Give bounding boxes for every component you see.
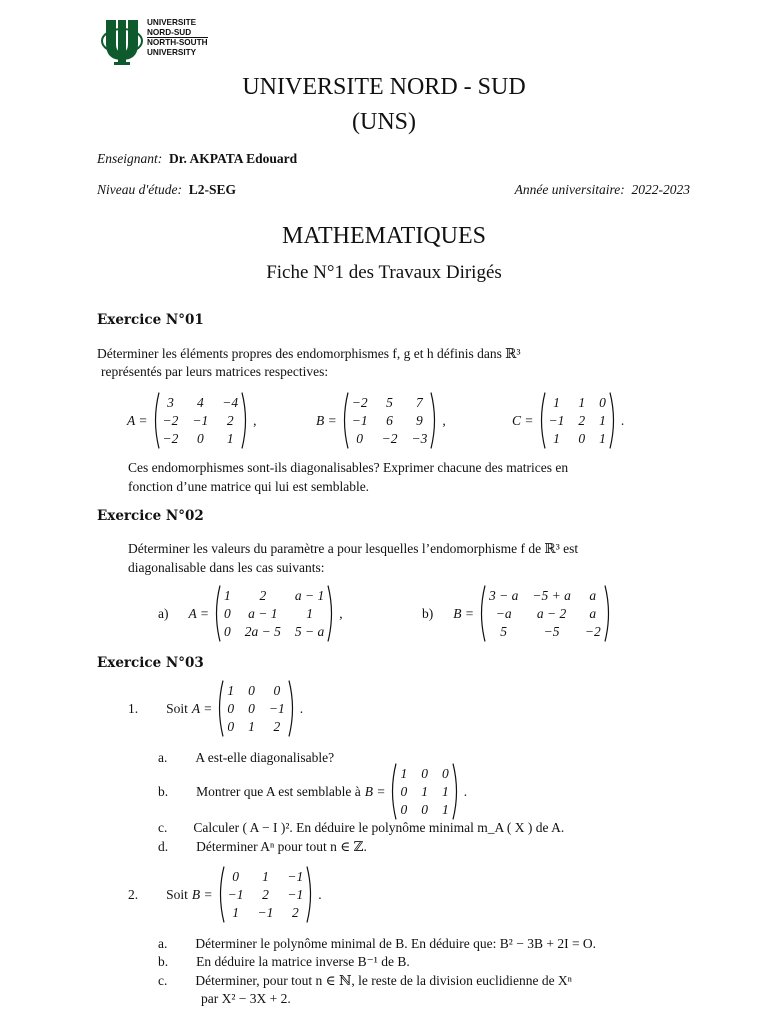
ex2-case-b: b) B = 3 − a −5 + a a −a a − 2 a 5 −5 −2 (422, 585, 616, 642)
ex3-2b: b. En déduire la matrice inverse B⁻¹ de B. (158, 954, 410, 969)
ex3-2c: c. Déterminer, pour tout n ∈ ℕ, le reste de la division euclidienne de Xⁿ (158, 973, 572, 988)
matrix-entry: 2 (291, 905, 299, 920)
right-paren (306, 866, 315, 923)
logo-line-2: NORD-SUD (147, 28, 208, 39)
ex2-case-a: a) A = 1 2 a − 1 0 a − 1 1 0 2a − 5 5 − a , (158, 585, 343, 642)
matrix-entry: 9 (416, 413, 423, 428)
matrix-entry: 3 − a (488, 588, 519, 603)
level-label: Niveau d'étude (97, 182, 178, 197)
matrix-entry: 4 (196, 395, 204, 410)
matrix-entry: 5 (386, 395, 393, 410)
matrix-entry: 2a − 5 (244, 624, 281, 639)
matrix-entry: −5 (543, 624, 560, 639)
matrix-entry: 1 (224, 588, 231, 603)
matrix-entry: 0 (421, 802, 428, 817)
sheet-title: Fiche N°1 des Travaux Dirigés (266, 262, 502, 283)
left-paren (215, 680, 224, 737)
matrix-entry: −1 (287, 887, 304, 902)
ex3-2a: a. Déterminer le polynôme minimal de B. En déduire que: B² − 3B + 2I = O. (158, 936, 597, 951)
right-paren (430, 392, 439, 449)
logo-line-3: NORTH-SOUTH (147, 38, 208, 48)
matrix-entry: 0 (273, 683, 281, 698)
subject-title: MATHEMATIQUES (282, 223, 486, 249)
matrix-entry: 0 (599, 395, 606, 410)
matrix-entry: −a (495, 606, 512, 621)
matrix-entry: −2 (584, 624, 601, 639)
ex3-1d: d. Déterminer Aⁿ pour tout n ∈ ℤ. (158, 839, 367, 854)
right-paren (452, 763, 461, 820)
matrix-entry: −1 (227, 887, 244, 902)
matrix-entry: 0 (421, 766, 428, 781)
matrix-entry: −5 + a (532, 588, 571, 603)
ex3-2c-cont: par X² − 3X + 2. (201, 991, 291, 1006)
matrix-entry: 0 (400, 802, 408, 817)
exercise-1-heading: Exercice N°01 (97, 312, 204, 328)
left-paren (537, 392, 546, 449)
case-b-label: b) (422, 605, 434, 621)
level-line: Niveau d'étude: L2-SEG (97, 182, 237, 197)
ex1-matrix-B: B = −2 5 7 −1 6 9 0 −2 −3 , (316, 392, 446, 449)
matrix-entry: −2 (162, 431, 179, 446)
matrix-entry: 5 (500, 624, 508, 639)
university-acronym: (UNS) (352, 109, 416, 135)
right-paren (288, 680, 297, 737)
ex3-1b: b. Montrer que A est semblable à B = 1 0 0 0 1 1 0 0 1 . (158, 763, 467, 820)
ex1-matrix-C: C = 1 1 0 −1 2 1 1 0 1 . (512, 392, 624, 449)
matrix-entry: 1 (306, 606, 313, 621)
matrix-entry: 0 (441, 766, 449, 781)
uns-emblem-icon (100, 16, 148, 66)
case-a-label: a) (158, 605, 169, 621)
matrix-entry: −1 (192, 413, 209, 428)
matrix-entry: 0 (356, 431, 364, 446)
matrix-entry: 0 (578, 431, 586, 446)
matrix-entry: a − 1 (294, 588, 325, 603)
matrix-entry: a − 1 (248, 606, 278, 621)
matrix-entry: 1 (553, 395, 560, 410)
matrix-entry: 1 (421, 784, 428, 799)
matrix-entry: 1 (400, 766, 408, 781)
exercise-3-heading: Exercice N°03 (97, 655, 204, 671)
matrix-entry: 7 (416, 395, 423, 410)
matrix-entry: a − 2 (536, 606, 567, 621)
logo-line-4: UNIVERSITY (147, 47, 197, 57)
matrix-entry: 6 (386, 413, 393, 428)
matrix-entry: 1 (599, 413, 606, 428)
matrix-entry: −2 (381, 431, 398, 446)
ex3-part-2: 2. Soit B = 0 1 −1 −1 2 −1 1 −1 2 . (128, 866, 322, 923)
matrix-entry: 1 (262, 869, 269, 884)
right-paren (609, 392, 618, 449)
matrix-entry: 2 (226, 413, 234, 428)
left-paren (151, 392, 160, 449)
matrix-entry: −4 (222, 395, 239, 410)
matrix-entry: 2 (262, 887, 269, 902)
level-value: L2-SEG (188, 182, 237, 197)
matrix-entry: −1 (287, 869, 304, 884)
ex1-question-1: Ces endomorphismes sont-ils diagonalisables? Exprimer chacune des matrices en (128, 460, 569, 475)
matrix-entry: 1 (578, 395, 586, 410)
matrix-entry: 0 (224, 606, 231, 621)
left-paren (212, 585, 221, 642)
matrix-entry: 3 (167, 395, 174, 410)
matrix-entry: 2 (273, 719, 281, 734)
right-paren (604, 585, 613, 642)
university-title: UNIVERSITE NORD - SUD (242, 74, 526, 100)
year-line: Année universitaire: 2022-2023 (514, 182, 690, 197)
matrix-entry: a (589, 588, 597, 603)
year-label: Année universitaire (514, 182, 621, 197)
ex1-matrix-A: A = 3 4 −4 −2 −1 2 −2 0 1 , (127, 392, 257, 449)
matrix-entry: 1 (248, 719, 255, 734)
teacher-label: Enseignant (97, 151, 158, 166)
matrix-entry: 1 (227, 683, 235, 698)
matrix-entry: 0 (227, 701, 235, 716)
matrix-entry: 5 − a (294, 624, 325, 639)
matrix-entry: −2 (162, 413, 179, 428)
ex1-intro-1: Déterminer les éléments propres des endomorphismes f, g et h définis dans ℝ³ (97, 346, 521, 361)
matrix-entry: 0 (224, 624, 231, 639)
matrix-entry: −1 (548, 413, 565, 428)
matrix-entry: 2 (578, 413, 586, 428)
matrix-entry: 0 (248, 701, 255, 716)
matrix-entry: 1 (226, 431, 234, 446)
logo-line-1: UNIVERSITE (147, 18, 197, 27)
matrix-entry: 2 (259, 588, 267, 603)
matrix-entry: 0 (248, 683, 255, 698)
left-paren (340, 392, 349, 449)
left-paren (477, 585, 486, 642)
matrix-entry: −2 (351, 395, 368, 410)
matrix-entry: 1 (553, 431, 560, 446)
matrix-entry: −1 (257, 905, 274, 920)
matrix-entry: 0 (232, 869, 239, 884)
right-paren (241, 392, 250, 449)
matrix-entry: a (589, 606, 597, 621)
teacher-line: Enseignant: Dr. AKPATA Edouard (97, 151, 298, 166)
teacher-name: Dr. AKPATA Edouard (169, 151, 298, 166)
matrix-entry: −3 (411, 431, 428, 446)
matrix-entry: −1 (268, 701, 285, 716)
ex2-intro-1: Déterminer les valeurs du paramètre a pour lesquelles l’endomorphisme f de ℝ³ est (128, 541, 579, 556)
ex2-intro-2: diagonalisable dans les cas suivants: (128, 560, 325, 575)
matrix-entry: 0 (227, 719, 235, 734)
exercise-2-heading: Exercice N°02 (97, 508, 204, 524)
university-logo (100, 16, 220, 66)
ex3-1a: a. A est-elle diagonalisable? (158, 750, 335, 765)
matrix-entry: 0 (196, 431, 204, 446)
matrix-entry: 0 (400, 784, 408, 799)
ex1-question-2: fonction d’une matrice qui lui est semblable. (128, 479, 370, 494)
right-paren (327, 585, 336, 642)
matrix-entry: 1 (232, 905, 239, 920)
year-value: 2022-2023 (631, 182, 690, 197)
ex1-intro-2: représentés par leurs matrices respectives: (101, 364, 329, 379)
left-paren (216, 866, 225, 923)
matrix-entry: −1 (351, 413, 368, 428)
left-paren (388, 763, 397, 820)
matrix-entry: 1 (441, 802, 449, 817)
ex3-part-1: 1. Soit A = 1 0 0 0 0 −1 0 1 2 . (128, 680, 303, 737)
matrix-entry: 1 (441, 784, 449, 799)
ex3-1c: c. Calculer ( A − I )². En déduire le polynôme minimal m_A ( X ) de A. (158, 820, 565, 835)
matrix-entry: 1 (599, 431, 606, 446)
